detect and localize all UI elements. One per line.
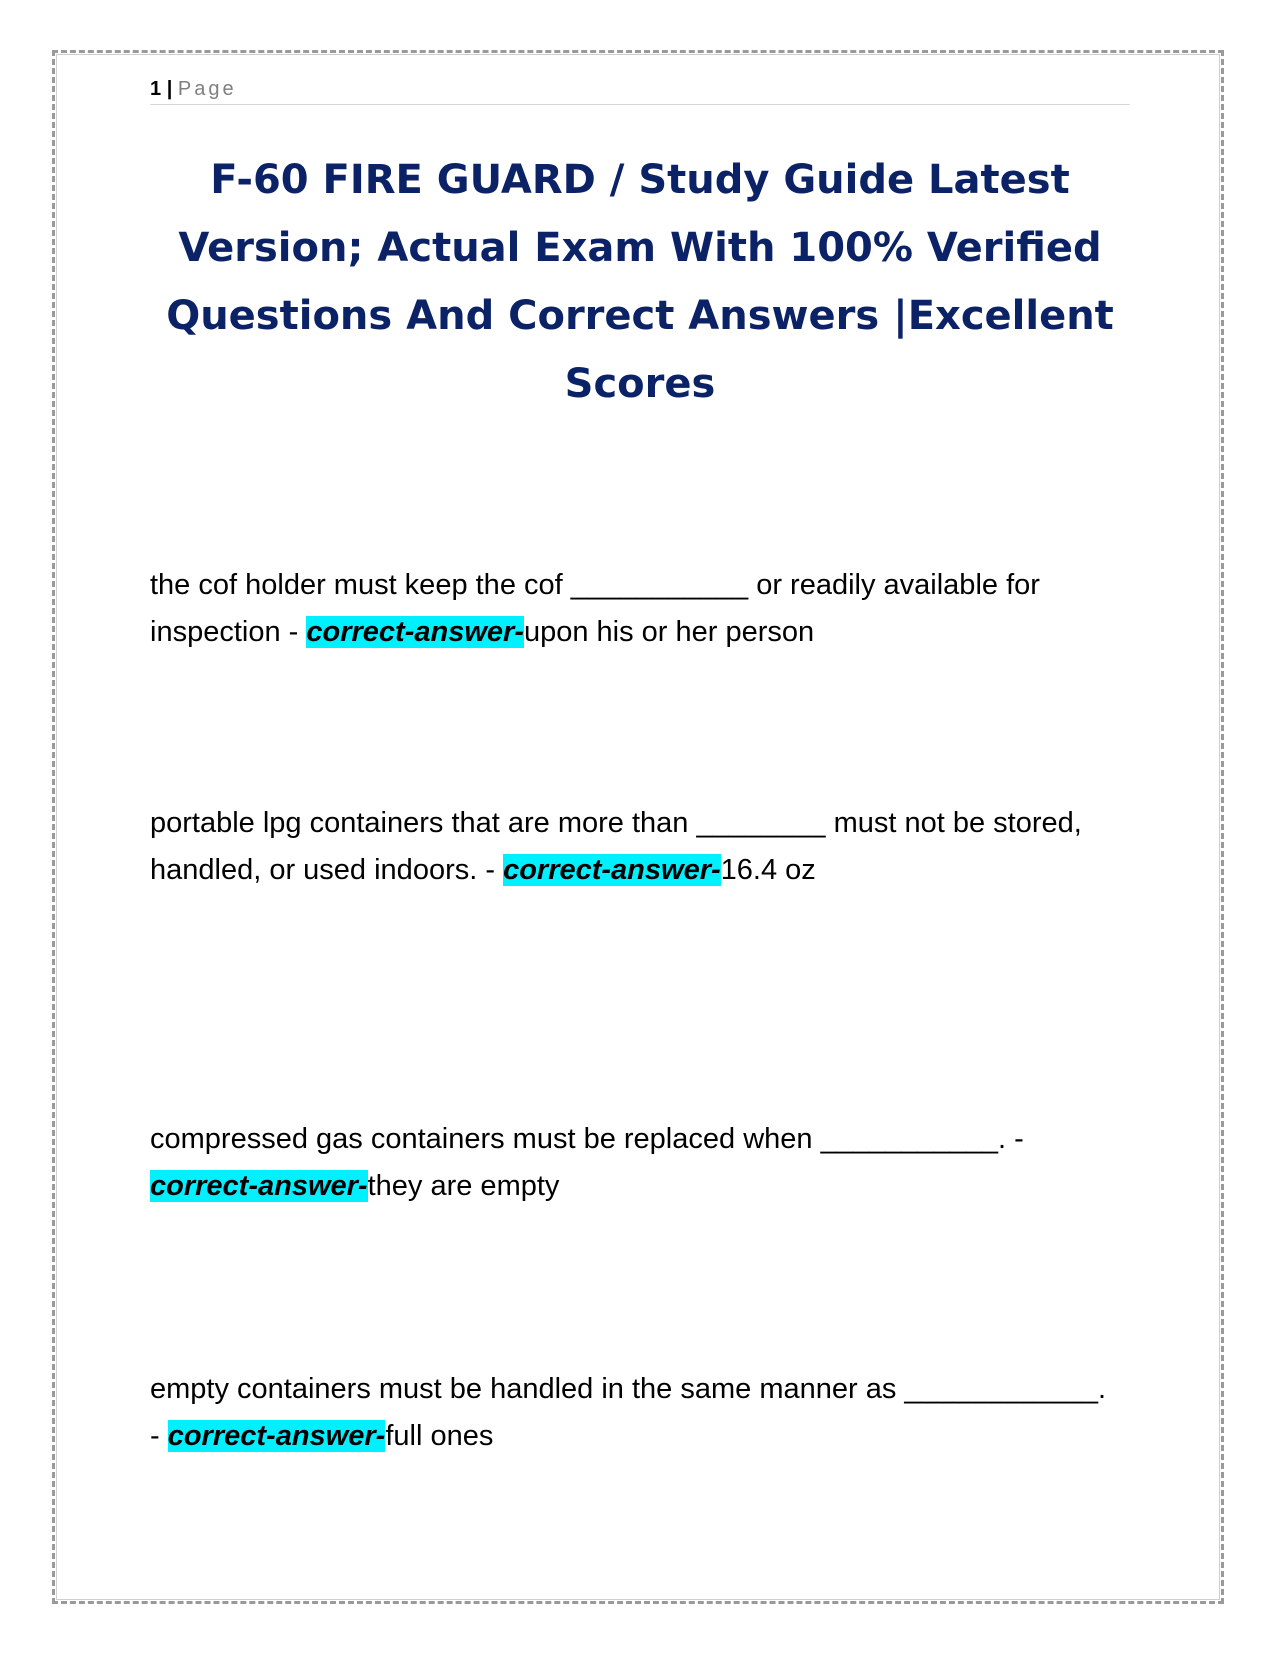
- answer-text: 16.4 oz: [720, 854, 816, 886]
- question-text: the cof holder must keep the cof ___________ or readily available for inspection -: [150, 569, 1040, 648]
- qa-item-4: [150, 1366, 1110, 1460]
- document-title: F-60 FIRE GUARD / Study Guide Latest Version; Actual Exam With 100% Verified Questions And Correct Answers |Excellent Scores: [166, 157, 1114, 407]
- correct-answer-marker: correct-answer-: [503, 854, 721, 886]
- correct-answer-marker: correct-answer-: [167, 1420, 386, 1452]
- page-header: [150, 76, 1130, 105]
- answer-text: they are empty: [367, 1170, 560, 1202]
- question-text: empty containers must be handled in the same manner as ____________. -: [150, 1373, 1107, 1452]
- qa-item-2: [150, 800, 1110, 894]
- page-separator: |: [166, 78, 173, 100]
- question-text: portable lpg containers that are more than ________ must not be stored, handled, or used indoors. -: [150, 807, 1082, 886]
- answer-text: full ones: [385, 1420, 494, 1452]
- correct-answer-marker: correct-answer-: [306, 616, 524, 648]
- question-text: compressed gas containers must be replaced when ___________. -: [150, 1123, 1024, 1155]
- correct-answer-marker: correct-answer-: [150, 1170, 368, 1202]
- page-number: 1: [150, 78, 162, 100]
- qa-item-3: [150, 1116, 1110, 1210]
- answer-text: upon his or her person: [523, 616, 815, 648]
- page-label: Page: [177, 78, 237, 100]
- qa-item-1: [150, 562, 1110, 656]
